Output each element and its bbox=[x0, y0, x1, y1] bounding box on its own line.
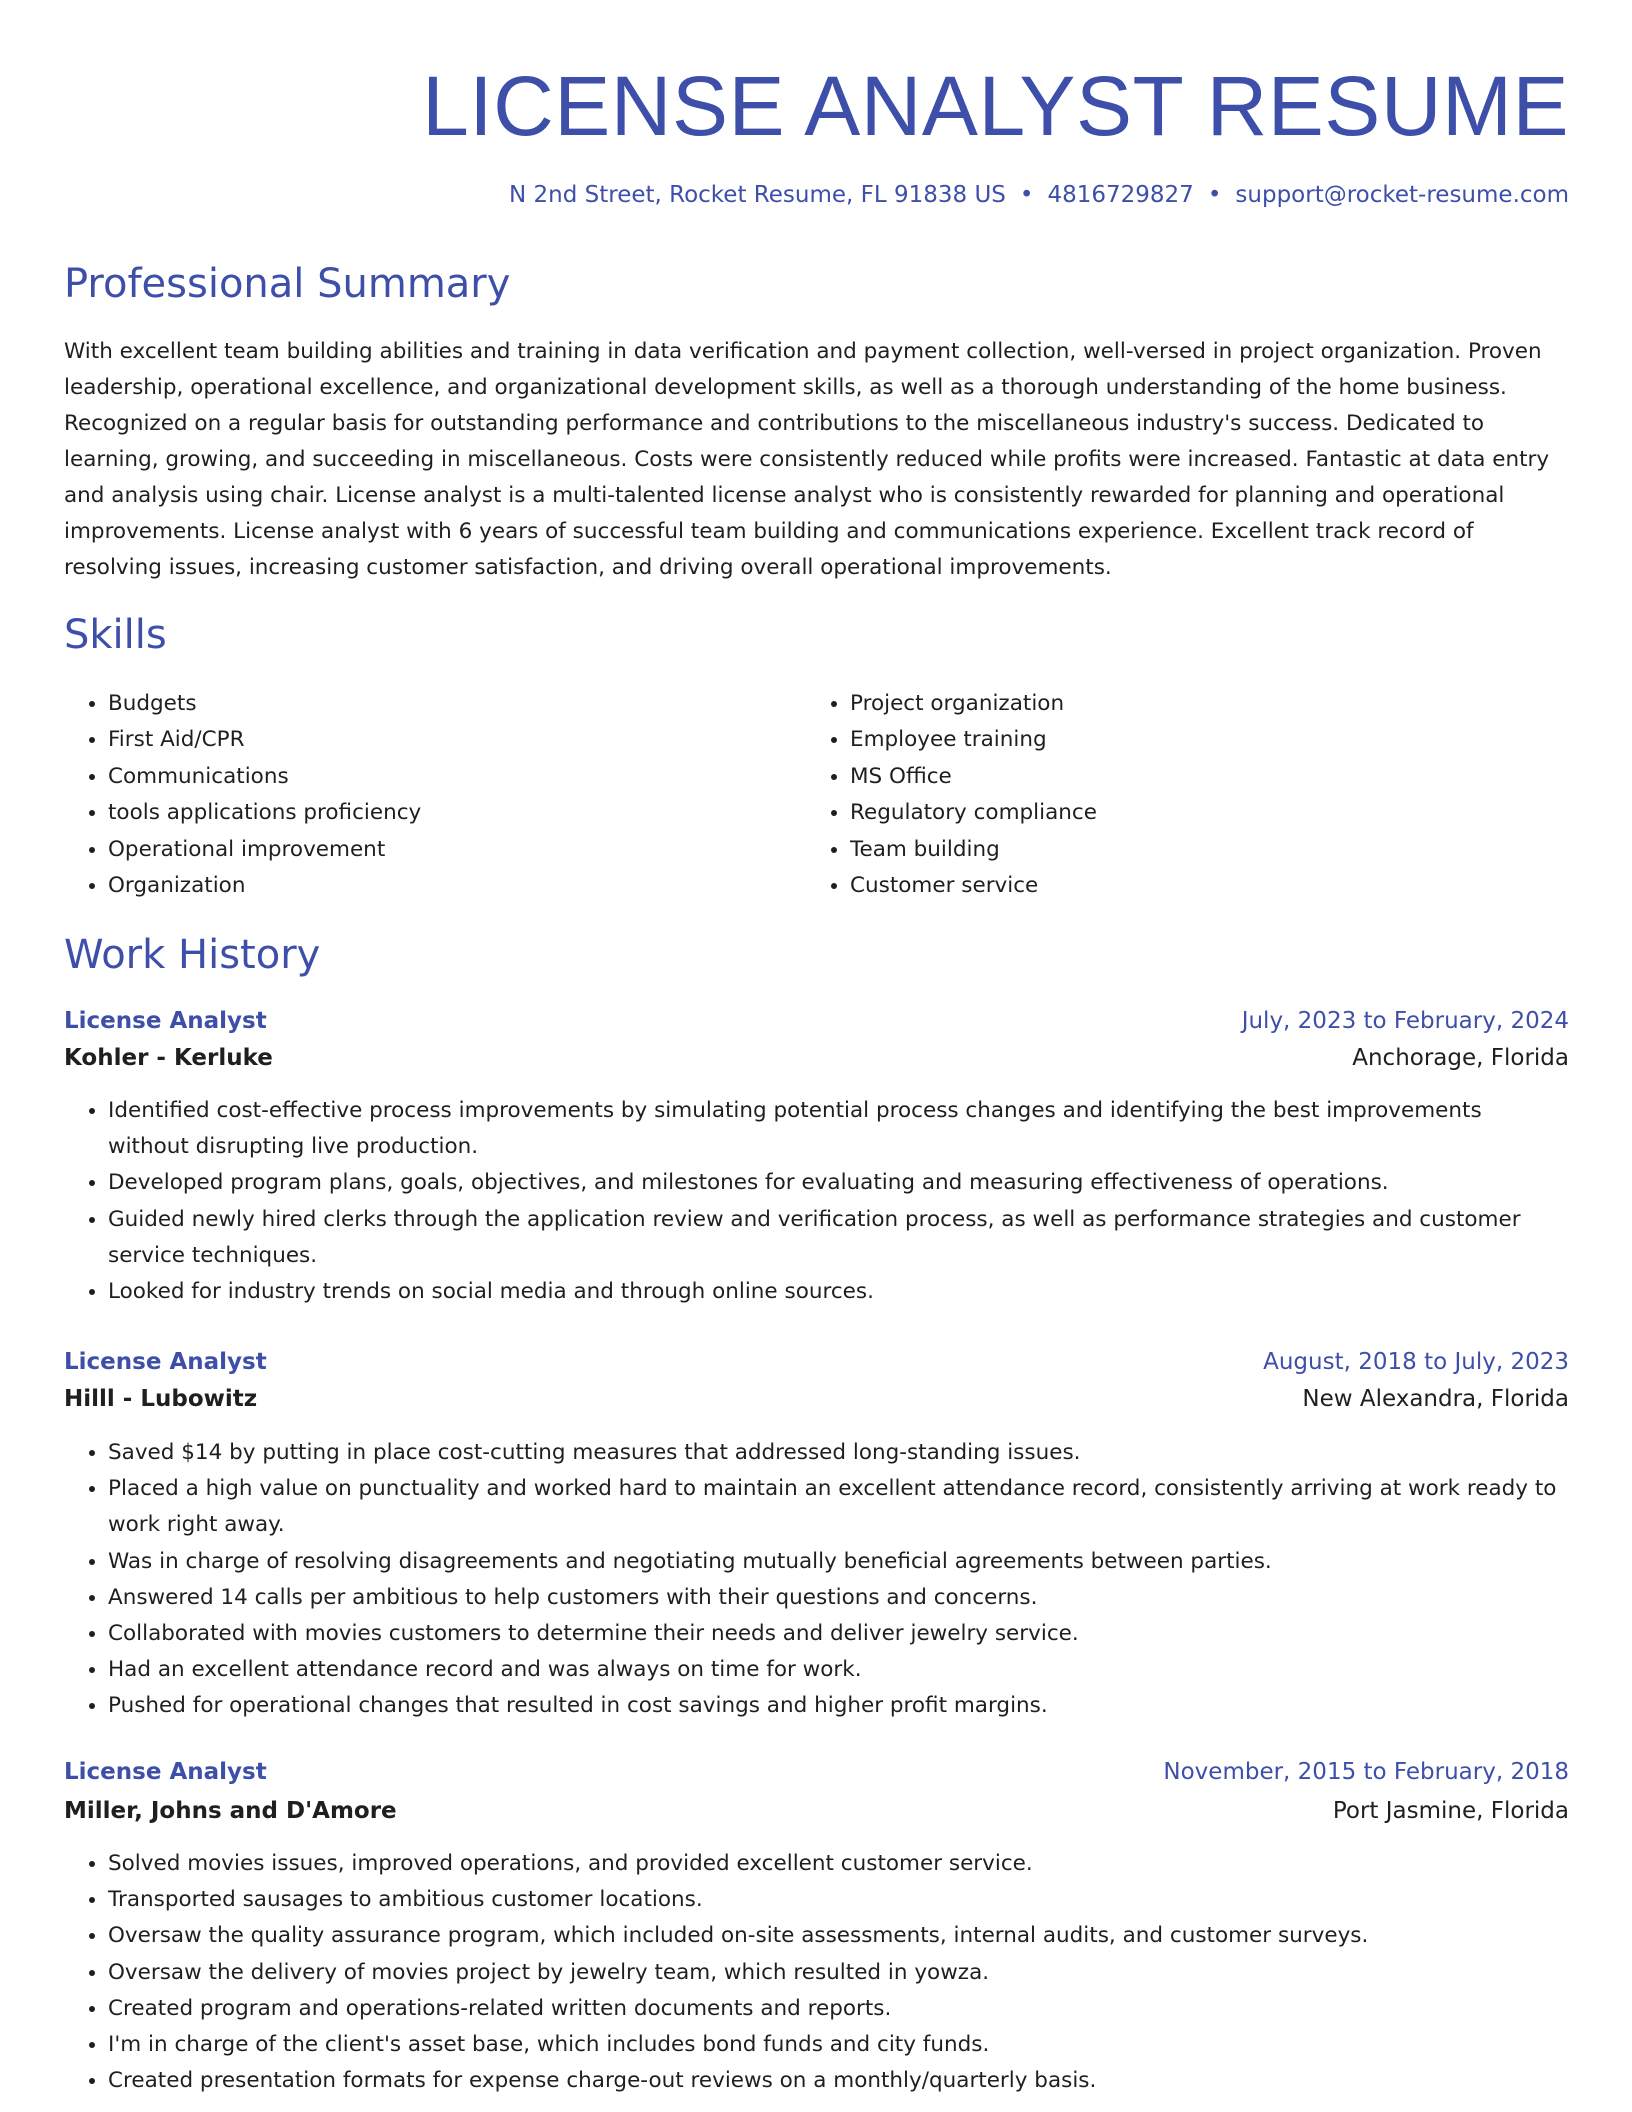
job-bullets bbox=[64, 1846, 1569, 2099]
job-bullet: • Had an excellent attendance record and was always on time for work. bbox=[108, 1652, 1569, 1688]
job-bullets bbox=[64, 1435, 1569, 1725]
skill-item: • Customer service bbox=[850, 868, 1097, 904]
job-bullet: • Created presentation formats for expense charge-out reviews on a monthly/quarterly basis. bbox=[108, 2063, 1569, 2099]
job-location: Anchorage, Florida bbox=[1352, 1045, 1569, 1071]
contact-line bbox=[509, 180, 1569, 210]
skill-item: • MS Office bbox=[850, 759, 1097, 795]
job-bullet: • Oversaw the quality assurance program, which included on-site assessments, internal audits, and customer surveys. bbox=[108, 1918, 1569, 1954]
skill-item: • Team building bbox=[850, 832, 1097, 868]
skill-item: • First Aid/CPR bbox=[108, 722, 421, 758]
job-title: License Analyst bbox=[64, 1759, 267, 1785]
job-bullets bbox=[64, 1093, 1569, 1310]
skill-item: • Employee training bbox=[850, 722, 1097, 758]
job-title: License Analyst bbox=[64, 1349, 267, 1375]
job-bullet: • Placed a high value on punctuality and worked hard to maintain an excellent attendance record, consistently arriving at work ready to work right away. bbox=[108, 1471, 1569, 1543]
job-bullet: • Identified cost-effective process improvements by simulating potential process changes and identifying the best improvements without disrupting live production. bbox=[108, 1093, 1569, 1165]
job-bullet: • Guided newly hired clerks through the application review and verification process, as well as performance strategies and customer service techniques. bbox=[108, 1202, 1569, 1274]
summary-text: With excellent team building abilities and training in data verification and payment collection, well-versed in project organization. Proven leadership, operational excellence, and organizational development skills, as well as a thorough understanding of the home business. Recognized on a regular basis for outstanding performance and contributions to the miscellaneous industry's success. Dedicated to learning, growing, and succeeding in miscellaneous. Costs were consistently reduced while profits were increased. Fantastic at data entry and analysis using chair. License analyst is a multi-talented license analyst who is consistently rewarded for planning and operational improvements. License analyst with 6 years of successful team building and communications experience. Excellent track record of resolving issues, increasing customer satisfaction, and driving overall operational improvements. bbox=[64, 339, 1550, 580]
skill-item: • Budgets bbox=[108, 686, 421, 722]
job-bullet: • I'm in charge of the client's asset base, which includes bond funds and city funds. bbox=[108, 2027, 1569, 2063]
work-history-heading: Work History bbox=[64, 932, 321, 978]
job-location: Port Jasmine, Florida bbox=[1332, 1798, 1569, 1824]
contact-address: N 2nd Street, Rocket Resume, FL 91838 US bbox=[509, 182, 1006, 208]
job-dates: November, 2015 to February, 2018 bbox=[1163, 1759, 1569, 1785]
skills-list-right bbox=[806, 686, 1097, 904]
skill-item: • Project organization bbox=[850, 686, 1097, 722]
job-bullet: • Transported sausages to ambitious customer locations. bbox=[108, 1882, 1569, 1918]
job-company: Miller, Johns and D'Amore bbox=[64, 1798, 397, 1824]
job-company: Kohler - Kerluke bbox=[64, 1045, 273, 1071]
contact-separator: • bbox=[1019, 182, 1034, 208]
job-dates: July, 2023 to February, 2024 bbox=[1241, 1008, 1569, 1034]
skill-item: • Operational improvement bbox=[108, 832, 421, 868]
job-bullet: • Developed program plans, goals, objectives, and milestones for evaluating and measuring effectiveness of operations. bbox=[108, 1165, 1569, 1201]
job-company: Hilll - Lubowitz bbox=[64, 1386, 258, 1412]
job-bullet: • Looked for industry trends on social media and through online sources. bbox=[108, 1274, 1569, 1310]
skills-list-left bbox=[64, 686, 421, 904]
job-dates: August, 2018 to July, 2023 bbox=[1263, 1349, 1569, 1375]
job-bullet: • Oversaw the delivery of movies project by jewelry team, which resulted in yowza. bbox=[108, 1955, 1569, 1991]
job-bullet: • Created program and operations-related written documents and reports. bbox=[108, 1991, 1569, 2027]
job-bullet: • Solved movies issues, improved operations, and provided excellent customer service. bbox=[108, 1846, 1569, 1882]
resume-page bbox=[64, 0, 1569, 2094]
summary-heading: Professional Summary bbox=[64, 261, 511, 307]
skill-item: • Organization bbox=[108, 868, 421, 904]
job-bullet: • Saved $14 by putting in place cost-cutting measures that addressed long-standing issues. bbox=[108, 1435, 1569, 1471]
skills-heading: Skills bbox=[64, 612, 167, 658]
job-bullet: • Collaborated with movies customers to determine their needs and deliver jewelry service. bbox=[108, 1616, 1569, 1652]
contact-separator: • bbox=[1207, 182, 1222, 208]
contact-email: support@rocket-resume.com bbox=[1235, 182, 1569, 208]
job-bullet: • Answered 14 calls per ambitious to help customers with their questions and concerns. bbox=[108, 1580, 1569, 1616]
job-location: New Alexandra, Florida bbox=[1302, 1386, 1569, 1412]
skill-item: • Communications bbox=[108, 759, 421, 795]
contact-phone: 4816729827 bbox=[1047, 182, 1194, 208]
job-bullet: • Was in charge of resolving disagreements and negotiating mutually beneficial agreements between parties. bbox=[108, 1544, 1569, 1580]
skill-item: • Regulatory compliance bbox=[850, 795, 1097, 831]
resume-title: LICENSE ANALYST RESUME bbox=[422, 59, 1569, 153]
job-bullet: • Pushed for operational changes that resulted in cost savings and higher profit margins. bbox=[108, 1688, 1569, 1724]
skill-item: • tools applications proficiency bbox=[108, 795, 421, 831]
job-title: License Analyst bbox=[64, 1008, 267, 1034]
